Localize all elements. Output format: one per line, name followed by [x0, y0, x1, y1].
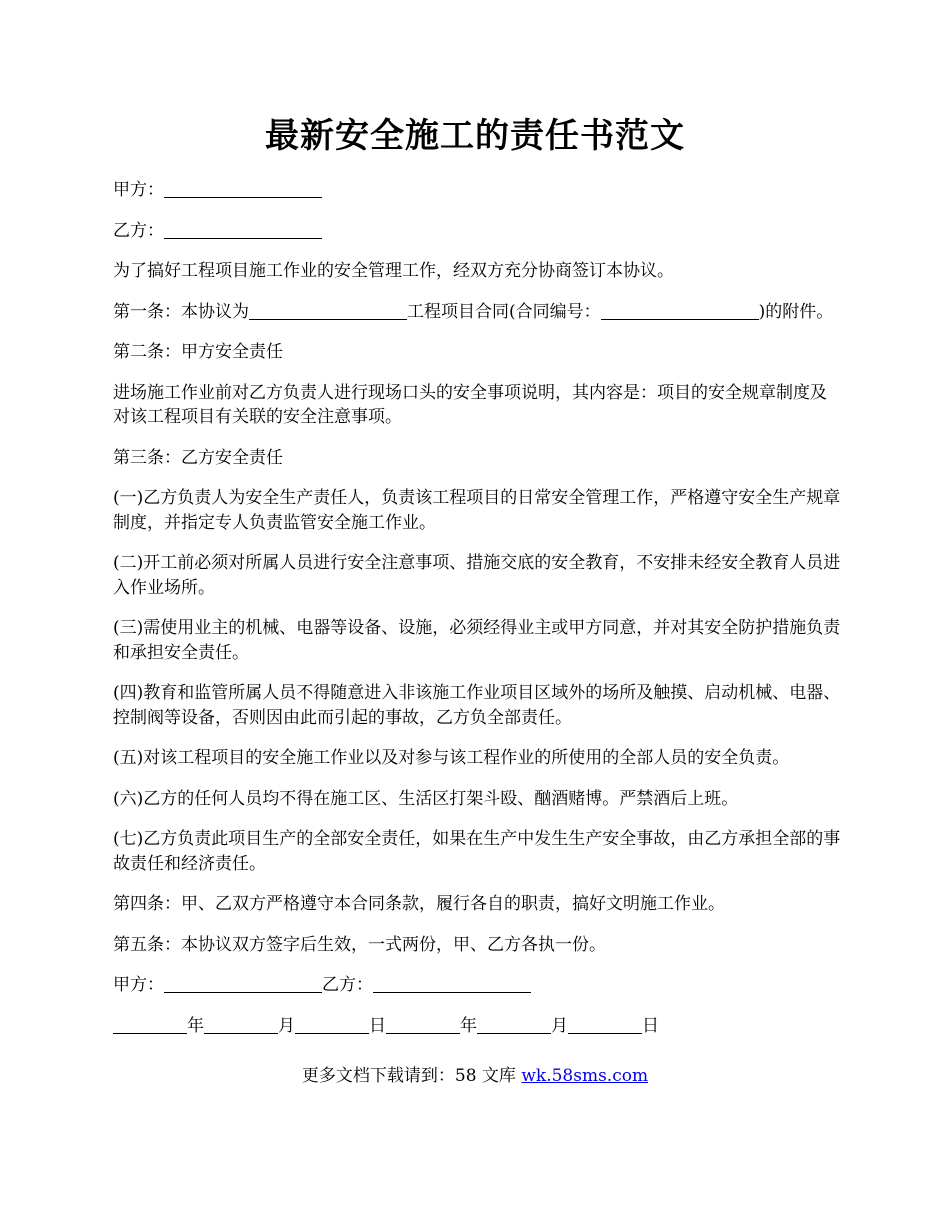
day-label-b: 日 [642, 1015, 659, 1036]
intro-paragraph: 为了搞好工程项目施工作业的安全管理工作，经双方充分协商签订本协议。 [113, 261, 674, 281]
party-a-blank [164, 179, 322, 198]
article-2-heading: 第二条：甲方安全责任 [113, 342, 283, 362]
article-3-heading: 第三条：乙方安全责任 [113, 447, 283, 468]
month-blank-a [204, 1015, 278, 1034]
year-blank-b [386, 1015, 460, 1034]
article-3-item: (三)需使用业主的机械、电器等设备、设施，必须经得业主或甲方同意，并对其安全防护措施负责和承担安全责任。 [113, 618, 841, 663]
article-3-item: (一)乙方负责人为安全生产责任人，负责该工程项目的日常安全管理工作，严格遵守安全生产规章制度，并指定专人负责监管安全施工作业。 [113, 488, 841, 533]
article-3-item: (四)教育和监管所属人员不得随意进入非该施工作业项目区域外的场所及触摸、启动机械、电器、控制阀等设备，否则因由此而引起的事故，乙方负全部责任。 [113, 683, 841, 728]
month-label-a: 月 [278, 1015, 295, 1036]
sign-party-b-label: 乙方： [322, 975, 373, 995]
article-4: 第四条：甲、乙双方严格遵守本合同条款，履行各自的职责，搞好文明施工作业。 [113, 894, 725, 914]
day-label-a: 日 [369, 1015, 386, 1036]
footer-link[interactable]: wk.58sms.com [521, 1066, 649, 1086]
contract-number-blank [601, 301, 759, 320]
article-3-item: (七)乙方负责此项目生产的全部安全责任，如果在生产中发生生产安全事故，由乙方承担全部的事故责任和经济责任。 [113, 829, 841, 874]
article-1 [113, 300, 843, 325]
party-b-line [113, 219, 843, 244]
footer [0, 1064, 950, 1088]
day-blank-b [568, 1015, 642, 1034]
day-blank-a [295, 1015, 369, 1034]
year-blank-a [113, 1015, 187, 1034]
sign-party-a-blank [164, 974, 322, 993]
date-line [113, 1014, 843, 1039]
article-1-part-1: 第一条：本协议为 [113, 301, 249, 322]
document-title: 最新安全施工的责任书范文 [265, 116, 685, 156]
document-body [113, 178, 843, 1054]
year-label-a: 年 [187, 1015, 204, 1036]
sign-party-a-label: 甲方： [113, 975, 164, 995]
party-a-label: 甲方： [113, 180, 164, 200]
article-2-body: 进场施工作业前对乙方负责人进行现场口头的安全事项说明，其内容是：项目的安全规章制度及对该工程项目有关联的安全注意事项。 [113, 382, 827, 427]
year-label-b: 年 [460, 1015, 477, 1036]
party-b-blank [164, 220, 322, 239]
article-3-item: (五)对该工程项目的安全施工作业以及对参与该工程作业的所使用的全部人员的安全负责。 [113, 748, 790, 768]
month-label-b: 月 [551, 1015, 568, 1036]
article-1-part-3: )的附件。 [758, 301, 834, 322]
article-3-item: (二)开工前必须对所属人员进行安全注意事项、措施交底的安全教育，不安排未经安全教育人员进入作业场所。 [113, 553, 841, 598]
party-b-label: 乙方： [113, 220, 164, 241]
footer-text: 更多文档下载请到：58 文库 [301, 1066, 522, 1086]
month-blank-b [477, 1015, 551, 1034]
sign-party-b-blank [373, 974, 531, 993]
party-a-line [113, 178, 843, 203]
signature-line [113, 973, 843, 998]
article-1-part-2: 工程项目合同(合同编号： [407, 301, 601, 322]
article-5: 第五条：本协议双方签字后生效，一式两份，甲、乙方各执一份。 [113, 934, 606, 955]
article-3-item: (六)乙方的任何人员均不得在施工区、生活区打架斗殴、酗酒赌博。严禁酒后上班。 [113, 788, 739, 809]
project-name-blank [249, 301, 407, 320]
